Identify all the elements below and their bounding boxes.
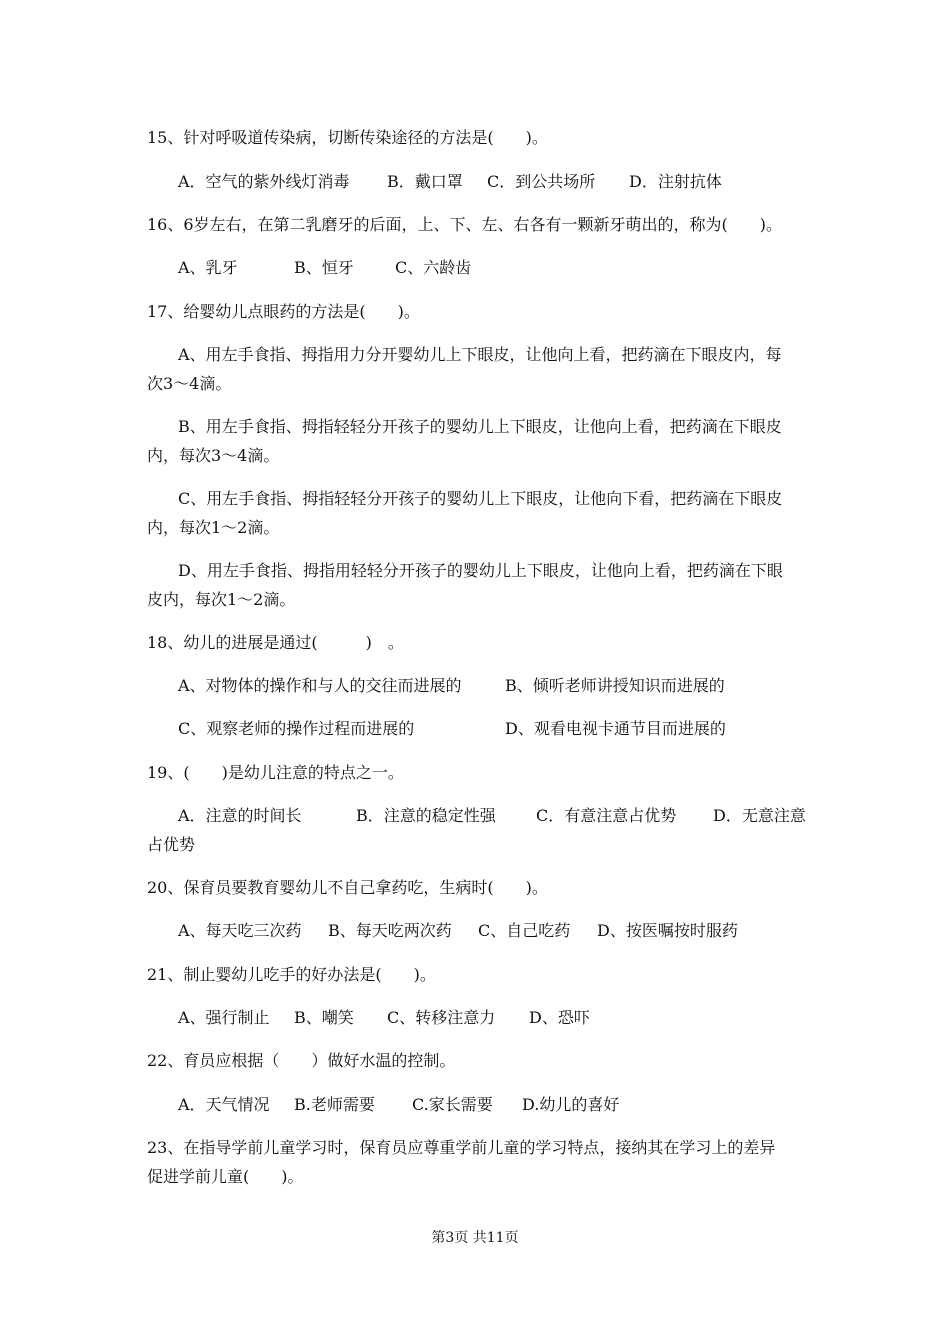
q19-option-d-continuation: 占优势 (147, 835, 196, 854)
q23-stem-line2: 促进学前儿童( )。 (147, 1167, 304, 1186)
q21-option-d: D、恐吓 (529, 1008, 590, 1027)
q17-stem: 17、给婴幼儿点眼药的方法是( )。 (147, 302, 420, 321)
q15-option-d: D．注射抗体 (629, 172, 722, 191)
q21-option-b: B、嘲笑 (294, 1008, 354, 1027)
q19-option-a: A．注意的时间长 (178, 806, 302, 825)
q20-stem: 20、保育员要教育婴幼儿不自己拿药吃，生病时( )。 (147, 878, 548, 897)
q19-option-c: C．有意注意占优势 (536, 806, 677, 825)
q16-option-a: A、乳牙 (178, 258, 238, 277)
q18-option-a: A、对物体的操作和与人的交往而进展的 (178, 676, 462, 695)
q17-option-d-line2: 皮内，每次1～2滴。 (147, 590, 296, 609)
q17-option-c-line1: C、用左手食指、拇指轻轻分开孩子的婴幼儿上下眼皮，让他向下看，把药滴在下眼皮 (178, 489, 783, 508)
q18-option-c: C、观察老师的操作过程而进展的 (178, 719, 415, 738)
q16-stem: 16、6岁左右，在第二乳磨牙的后面，上、下、左、右各有一颗新牙萌出的，称为( )。 (147, 215, 783, 234)
q15-stem: 15、针对呼吸道传染病，切断传染途径的方法是( )。 (147, 128, 548, 147)
q17-option-a-line1: A、用左手食指、拇指用力分开婴幼儿上下眼皮，让他向上看，把药滴在下眼皮内，每 (178, 345, 782, 364)
q18-option-d: D、观看电视卡通节目而进展的 (505, 719, 726, 738)
q22-option-a: A．天气情况 (178, 1095, 270, 1114)
q21-option-a: A、强行制止 (178, 1008, 270, 1027)
q23-stem-line1: 23、在指导学前儿童学习时，保育员应尊重学前儿童的学习特点，接纳其在学习上的差异 (147, 1138, 776, 1157)
q18-option-b: B、倾听老师讲授知识而进展的 (505, 676, 725, 695)
q17-option-a-line2: 次3～4滴。 (147, 374, 232, 393)
q15-option-c: C．到公共场所 (487, 172, 596, 191)
q20-option-a: A、每天吃三次药 (178, 921, 302, 940)
q15-option-a: A．空气的紫外线灯消毒 (178, 172, 350, 191)
q22-stem: 22、育员应根据（ ）做好水温的控制。 (147, 1051, 456, 1070)
q16-option-b: B、恒牙 (294, 258, 354, 277)
q17-option-d-line1: D、用左手食指、拇指用轻轻分开孩子的婴幼儿上下眼皮，让他向上看，把药滴在下眼 (178, 561, 783, 580)
q21-stem: 21、制止婴幼儿吃手的好办法是( )。 (147, 965, 436, 984)
q17-option-c-line2: 内，每次1～2滴。 (147, 518, 280, 537)
q15-option-b: B．戴口罩 (387, 172, 463, 191)
q21-option-c: C、转移注意力 (387, 1008, 496, 1027)
page-footer: 第3页 共11页 (431, 1230, 519, 1246)
q22-option-c: C.家长需要 (412, 1095, 493, 1114)
q20-option-d: D、按医嘱按时服药 (597, 921, 738, 940)
q20-option-b: B、每天吃两次药 (328, 921, 452, 940)
q19-option-d: D．无意注意 (713, 806, 806, 825)
q17-option-b-line1: B、用左手食指、拇指轻轻分开孩子的婴幼儿上下眼皮，让他向上看，把药滴在下眼皮 (178, 417, 782, 436)
q19-option-b: B．注意的稳定性强 (356, 806, 496, 825)
q16-option-c: C、六龄齿 (395, 258, 472, 277)
q22-option-b: B.老师需要 (294, 1095, 375, 1114)
q22-option-d: D.幼儿的喜好 (522, 1095, 620, 1114)
q18-stem: 18、幼儿的进展是通过( ) 。 (147, 633, 404, 652)
q17-option-b-line2: 内，每次3～4滴。 (147, 446, 280, 465)
q20-option-c: C、自己吃药 (478, 921, 571, 940)
q19-stem: 19、( )是幼儿注意的特点之一。 (147, 763, 404, 782)
